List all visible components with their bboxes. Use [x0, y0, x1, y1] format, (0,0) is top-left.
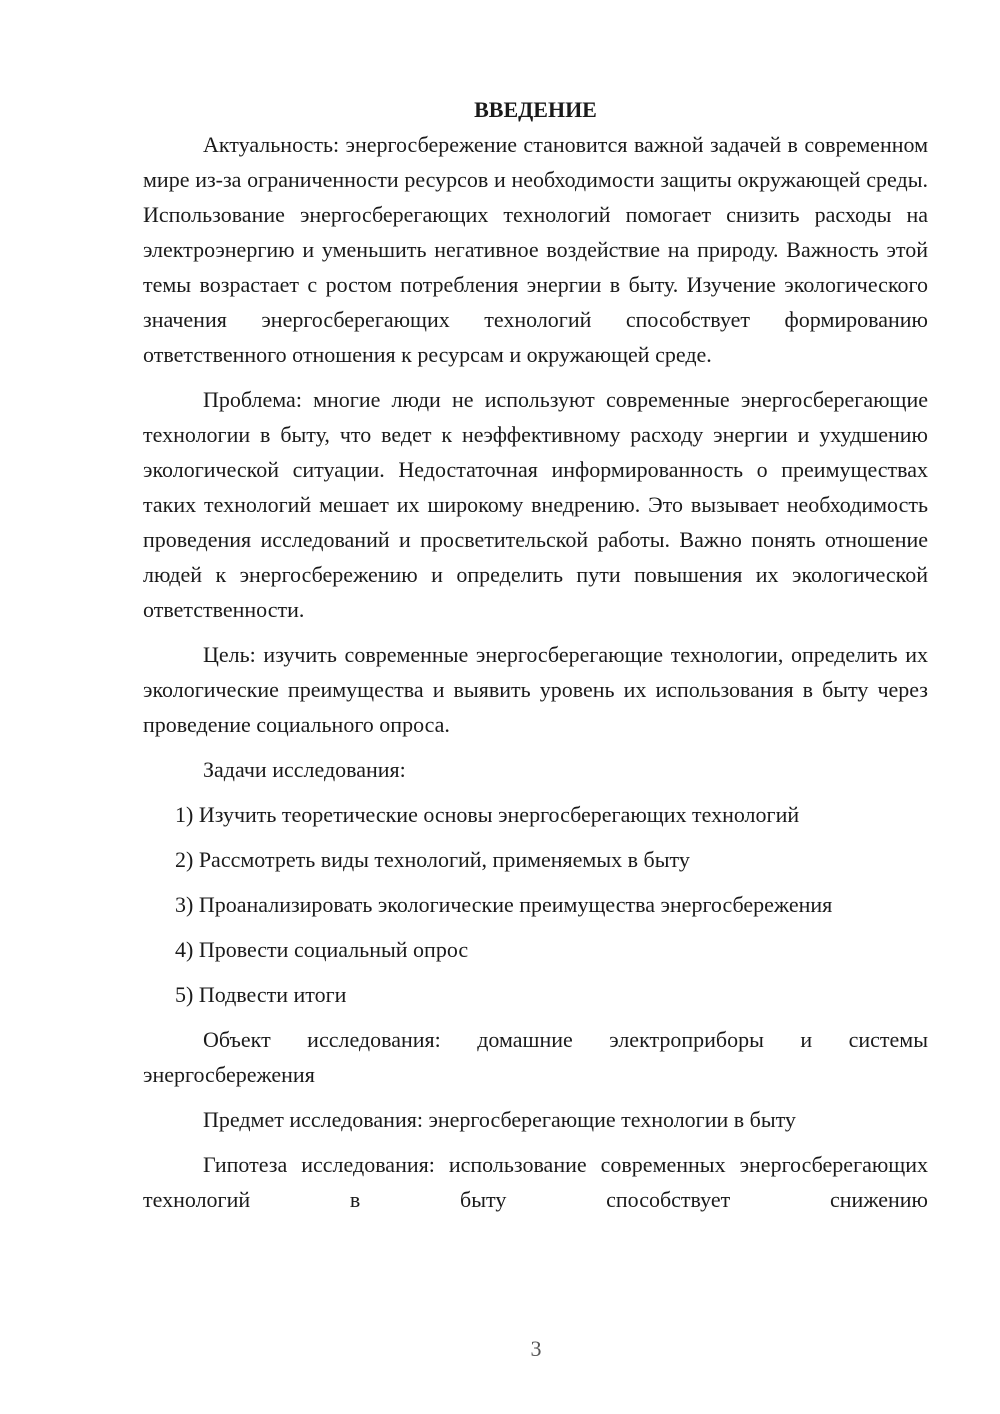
list-item: 3) Проанализировать экологические преимущества энергосбережения	[175, 892, 833, 917]
object-paragraph: Объект исследования: домашние электроприборы и системы энергосбережения	[143, 1027, 928, 1087]
tasks-list	[143, 797, 928, 1012]
document-body	[143, 92, 928, 1217]
page-title: ВВЕДЕНИЕ	[474, 97, 597, 122]
hypothesis-paragraph: Гипотеза исследования: использование современных энергосберегающих технологий в быту способствует снижению	[143, 1152, 928, 1212]
problem-paragraph: Проблема: многие люди не используют современные энергосберегающие технологии в быту, что ведет к неэффективному расходу энергии и ухудшению экологической ситуации. Недостаточная информированность о преимуществах таких технологий мешает их широкому внедрению. Это вызывает необходимость проведения исследований и просветительской работы. Важно понять отношение людей к энергосбережению и определить пути повышения их экологической ответственности.	[143, 387, 928, 622]
tasks-title: Задачи исследования:	[203, 757, 406, 782]
subject-paragraph: Предмет исследования: энергосберегающие технологии в быту	[203, 1107, 796, 1132]
page-number: 3	[530, 1336, 542, 1361]
list-item: 5) Подвести итоги	[175, 982, 347, 1007]
goal-paragraph: Цель: изучить современные энергосберегающие технологии, определить их экологические преимущества и выявить уровень их использования в быту через проведение социального опроса.	[143, 642, 928, 737]
list-item: 2) Рассмотреть виды технологий, применяемых в быту	[175, 847, 690, 872]
list-item: 1) Изучить теоретические основы энергосберегающих технологий	[175, 802, 800, 827]
relevance-paragraph: Актуальность: энергосбережение становится важной задачей в современном мире из-за ограниченности ресурсов и необходимости защиты окружающей среды. Использование энергосберегающих технологий помогает снизить расходы на электроэнергию и уменьшить негативное воздействие на природу. Важность этой темы возрастает с ростом потребления энергии в быту. Изучение экологического значения энергосберегающих технологий способствует формированию ответственного отношения к ресурсам и окружающей среде.	[143, 132, 928, 367]
list-item: 4) Провести социальный опрос	[175, 937, 469, 962]
